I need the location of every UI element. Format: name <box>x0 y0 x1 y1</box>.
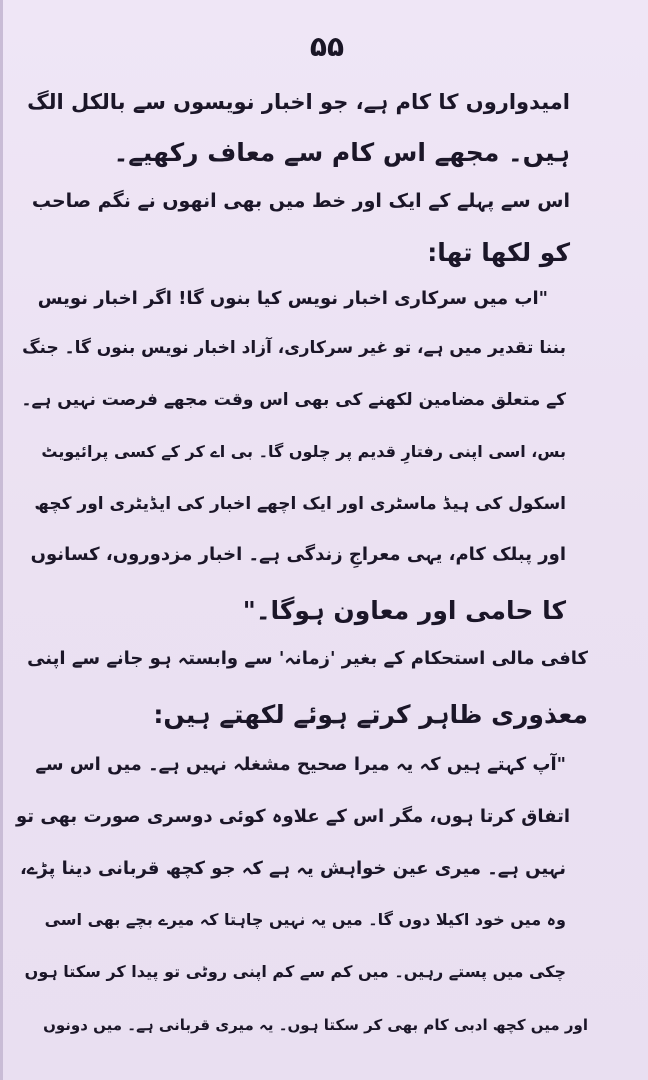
text-line-8: بس، اسی اپنی رفتارِ قدیم پر چلوں گا۔ بی اے کر کے کسی پرائیویٹ <box>41 442 566 461</box>
text-line-15: اتفاق کرتا ہوں، مگر اس کے علاوہ کوئی دوسری صورت بھی تو <box>16 806 570 827</box>
text-line-6: بننا تقدیر میں ہے، تو غیر سرکاری، آزاد اخبار نویس بنوں گا۔ جنگ <box>22 338 566 358</box>
text-line-11: کا حامی اور معاون ہوگا۔" <box>242 596 566 625</box>
text-line-7: کے متعلق مضامین لکھنے کی بھی اس وقت مجھے فرصت نہیں ہے۔ <box>21 390 566 410</box>
text-line-12: کافی مالی استحکام کے بغیر 'زمانہ' سے وابستہ ہو جانے سے اپنی <box>27 648 588 669</box>
text-line-16: نہیں ہے۔ میری عین خواہش یہ ہے کہ جو کچھ قربانی دینا پڑے، <box>19 858 566 879</box>
text-line-14: "آپ کہتے ہیں کہ یہ میرا صحیح مشغلہ نہیں ہے۔ میں اس سے <box>35 754 566 775</box>
text-line-1: امیدواروں کا کام ہے، جو اخبار نویسوں سے بالکل الگ <box>27 90 570 114</box>
text-line-2: ہیں۔ مجھے اس کام سے معاف رکھیے۔ <box>113 138 570 167</box>
text-line-4: کو لکھا تھا: <box>427 238 570 267</box>
text-line-5: "اب میں سرکاری اخبار نویس کیا بنوں گا! اگر اخبار نویس <box>37 288 548 309</box>
text-line-18: چکی میں پستے رہیں۔ میں کم سے کم اپنی روٹی تو پیدا کر سکتا ہوں <box>24 962 566 981</box>
page-number: ۵۵ <box>309 30 345 63</box>
text-line-19: اور میں کچھ ادبی کام بھی کر سکتا ہوں۔ یہ میری قربانی ہے۔ میں دونوں <box>43 1016 588 1034</box>
text-line-3: اس سے پہلے کے ایک اور خط میں بھی انھوں نے نگم صاحب <box>31 190 570 212</box>
text-line-10: اور پبلک کام، یہی معراجِ زندگی ہے۔ اخبار مزدوروں، کسانوں <box>30 544 566 565</box>
text-line-13: معذوری ظاہر کرتے ہوئے لکھتے ہیں: <box>153 700 588 729</box>
text-line-17: وہ میں خود اکیلا دوں گا۔ میں یہ نہیں چاہتا کہ میرے بچے بھی اسی <box>44 910 566 929</box>
text-line-9: اسکول کی ہیڈ ماسٹری اور ایک اچھے اخبار کی ایڈیٹری اور کچھ <box>34 494 566 514</box>
